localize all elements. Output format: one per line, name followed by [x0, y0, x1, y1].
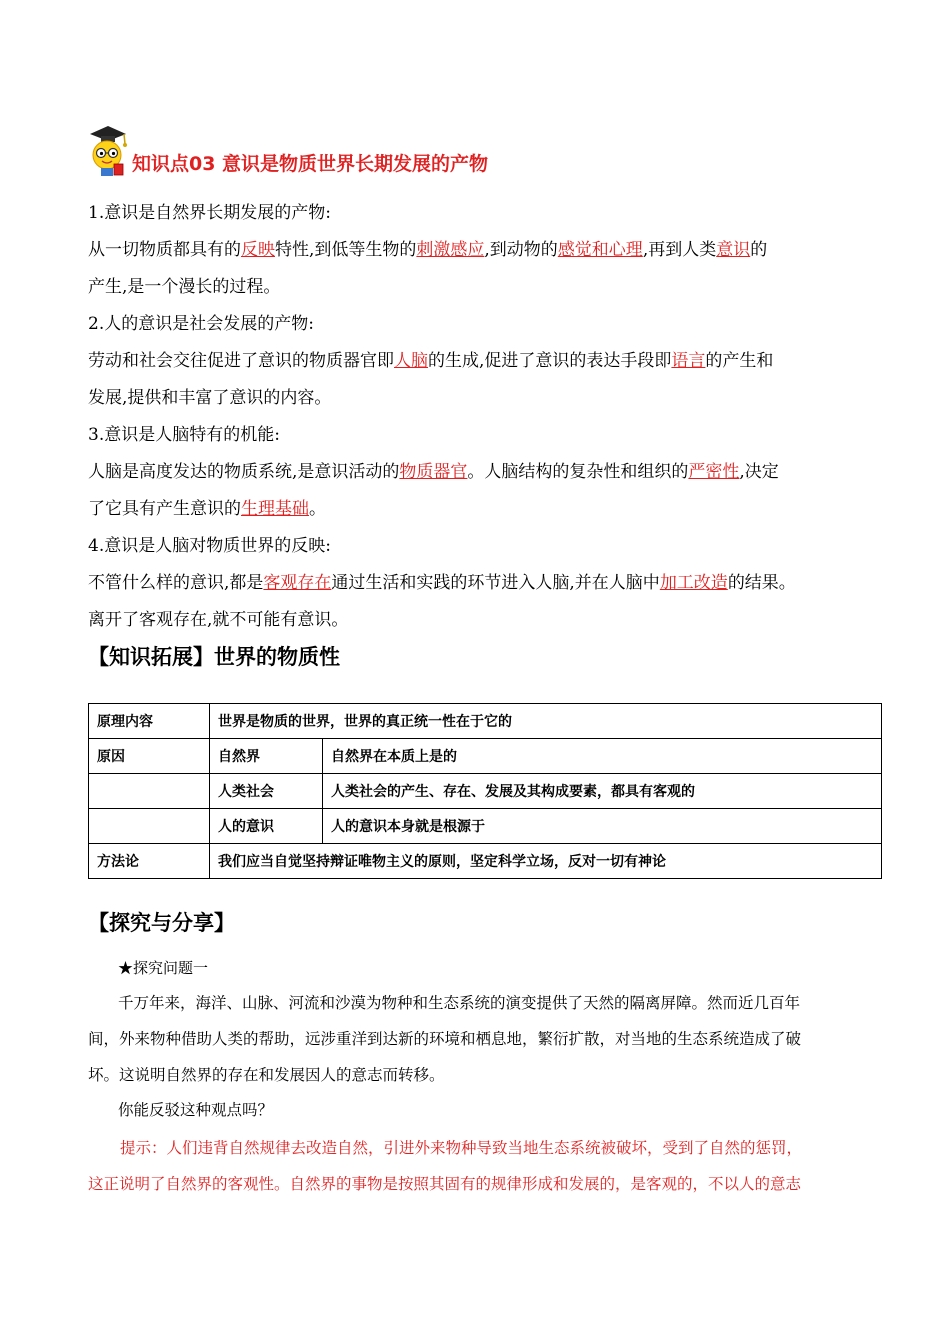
fill-blank: 生理基础	[241, 499, 309, 519]
knowledge-table	[88, 703, 882, 879]
table-cell: 原理内容	[89, 704, 210, 739]
fill-blank: 意识	[716, 240, 751, 260]
fill-blank: 严密性	[688, 462, 740, 482]
scholar-mascot-icon	[86, 124, 130, 178]
point-3-line-2: 了它具有产生意识的生理基础。	[88, 499, 326, 519]
point-4-line-2: 离开了客观存在,就不可能有意识。	[88, 610, 349, 630]
point-3-title: 3.意识是人脑特有的机能:	[88, 425, 280, 445]
fill-blank: 反映	[241, 240, 275, 260]
passage-line: 千万年来，海洋、山脉、河流和沙漠为物种和生态系统的演变提供了天然的隔离屏障。然而近几百年	[118, 994, 801, 1012]
table-cell: 自然界	[210, 739, 323, 774]
table-row	[89, 809, 882, 844]
table-cell: 我们应当自觉坚持辩证唯物主义的原则，坚定科学立场，反对一切有神论	[210, 844, 882, 879]
point-2-line-1: 劳动和社会交往促进了意识的物质器官即人脑的生成,促进了意识的表达手段即语言的产生和	[88, 351, 774, 371]
table-row	[89, 774, 882, 809]
question-title: ★探究问题一	[118, 959, 209, 977]
hint-line: 这正说明了自然界的客观性。自然界的事物是按照其固有的规律形成和发展的，是客观的，不以人的意志	[88, 1175, 802, 1193]
fill-blank: 客观存在	[263, 573, 332, 593]
fill-blank: 语言	[671, 351, 706, 371]
passage-line: 间，外来物种借助人类的帮助，远涉重洋到达新的环境和栖息地，繁衍扩散，对当地的生态系统造成了破	[88, 1030, 802, 1048]
point-4-line-1: 不管什么样的意识,都是客观存在通过生活和实践的环节进入人脑,并在人脑中加工改造的结果。	[88, 573, 796, 593]
passage-line: 坏。这说明自然界的存在和发展因人的意志而转移。	[88, 1066, 445, 1084]
table-cell: 人的意识	[210, 809, 323, 844]
table-cell: 方法论	[89, 844, 210, 879]
hint-line: 提示：人们违背自然规律去改造自然，引进外来物种导致当地生态系统被破坏，受到了自然的惩罚，	[120, 1139, 803, 1157]
fill-blank: 刺激感应	[416, 240, 485, 260]
point-2-line-2: 发展,提供和丰富了意识的内容。	[88, 388, 332, 408]
knowledge-point-heading	[86, 124, 488, 178]
point-2-title: 2.人的意识是社会发展的产物:	[88, 314, 314, 334]
extension-title: 【知识拓展】世界的物质性	[88, 645, 340, 669]
table-cell	[89, 809, 210, 844]
table-cell: 人类社会	[210, 774, 323, 809]
fill-blank: 人脑	[394, 351, 428, 371]
point-1-line-2: 产生,是一个漫长的过程。	[88, 277, 281, 297]
fill-blank: 物质器官	[399, 462, 468, 482]
table-row	[89, 704, 882, 739]
heading-title: 知识点03 意识是物质世界长期发展的产物	[132, 153, 489, 175]
fill-blank: 感觉和心理	[557, 240, 643, 260]
question: 你能反驳这种观点吗？	[118, 1101, 274, 1119]
table-cell: 原因	[89, 739, 210, 774]
hint	[88, 1130, 878, 1202]
point-3-line-1: 人脑是高度发达的物质系统,是意识活动的物质器官。人脑结构的复杂性和组织的严密性,决定	[88, 462, 779, 482]
inquiry-title: 【探究与分享】	[88, 911, 235, 935]
table-row	[89, 739, 882, 774]
table-cell: 人类社会的产生、存在、发展及其构成要素，都具有客观的	[323, 774, 882, 809]
point-4-title: 4.意识是人脑对物质世界的反映:	[88, 536, 331, 556]
point-1-line-1: 从一切物质都具有的反映特性,到低等生物的刺激感应,到动物的感觉和心理,再到人类意识的	[88, 240, 768, 260]
knowledge-content	[88, 195, 878, 639]
table-cell	[89, 774, 210, 809]
passage	[88, 985, 878, 1093]
point-1-title: 1.意识是自然界长期发展的产物:	[88, 203, 331, 223]
table-cell: 世界是物质的世界，世界的真正统一性在于它的	[210, 704, 882, 739]
table-row	[89, 844, 882, 879]
table-cell: 自然界在本质上是的	[323, 739, 882, 774]
fill-blank: 加工改造	[659, 573, 728, 593]
table-cell: 人的意识本身就是根源于	[323, 809, 882, 844]
